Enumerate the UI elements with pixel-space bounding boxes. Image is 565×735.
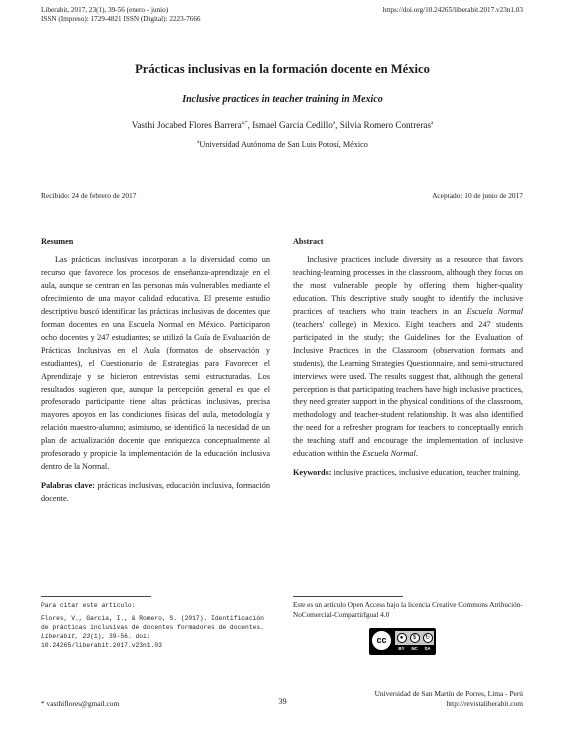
keywords [293, 467, 523, 480]
article-title: Prácticas inclusivas en la formación docente en México [135, 62, 430, 76]
abstract-heading: Abstract [293, 237, 324, 246]
author-name: Silvia Romero Contreras [339, 120, 432, 130]
sharealike-icon: ↻ [423, 633, 433, 643]
journal-volume-line: Liberabit, 2017, 23(1), 39-56 (enero - junio) [41, 6, 169, 14]
citation-block [41, 601, 273, 650]
abstract-body [293, 254, 523, 480]
citation-text: Flores, V., García, I., & Romero, S. (2017). Identificación de prácticas inclusivas de docentes formadores de docentes. Liberabit, 23(1), 39-56. doi: 10.24265/liberabit.2017.v23n1.03 [41, 615, 264, 649]
keywords-list: inclusive practices, inclusive education, teacher training. [333, 468, 521, 478]
abstract-text: Inclusive practices include diversity as a resource that favors teaching-learning processes in the classroom, although they focus on the most vulnerable people by offering them higher-quality education. This descriptive study sought to identify the inclusive practices of teachers who train teachers in an Escuela Normal (teachers' college) in Mexico. Eight teachers and 247 students participated in the study; the Guidelines for the Evaluation of Inclusive Practices in the Classroom (observation formats and students), the Learning Strategies Questionnaire, and semi-structured interviews were used. The results suggest that, although the general perception is that participating teachers have high inclusive practices, they need greater support in the physical conditions of the classroom, methodology and teacher-student relationship. It was also identified the need for a refresher program for teachers to conceptually enrich the teaching staff and encourage the implementation of inclusive education within the Escuela Normal. [293, 255, 523, 459]
keywords-label: Keywords: [293, 468, 332, 478]
doi-link[interactable]: https://doi.org/10.24265/liberabit.2017.v23n1.03 [382, 6, 523, 14]
palabras-clave [41, 480, 270, 506]
resumen-body [41, 254, 270, 506]
license-icon-labels: BY NC SA [398, 646, 431, 651]
author-list: Vasthi Jocabed Flores Barrera$^{a,*}$, Ismael García Cedillo$^a$, Silvia Romero Contreras$^a$ [131, 120, 434, 130]
affiliation: $^a$Universidad Autónoma de San Luis Potosí, México [197, 140, 368, 149]
citation-label: Para citar este artículo: [41, 602, 136, 609]
author-affiliation-mark: a [431, 121, 434, 126]
author-affiliation-mark: a [332, 121, 336, 126]
footnote-divider-right [293, 596, 403, 597]
author-affiliation-mark: a,* [241, 121, 248, 126]
accepted-date: Aceptado: 10 de junio de 2017 [432, 191, 523, 200]
received-date: Recibido: 24 de febrero de 2017 [41, 191, 137, 200]
publisher-block [375, 689, 523, 708]
resumen-text: Las prácticas inclusivas incorporan a la diversidad como un recurso que favorece los procesos de enseñanza-aprendizaje en el aula, aunque se centran en las personas más vulnerables mediante el ofrecimiento de una mayor calidad educativa. El presente estudio descriptivo buscó identificar las prácticas inclusivas de docentes que forman docentes en una Escuela Normal en México. Participaron ocho docentes y 247 estudiantes; se utilizó la Guía de Evaluación de Prácticas Inclusivas en el Aula (formatos de observación y estudiantes), el Cuestionario de Estrategias para Favorecer el Aprendizaje y se hicieron entrevistas semi estructuradas. Los resultados sugieren que, aunque la percepción general es que el profesorado participante tiene altas prácticas inclusivas, precisa mayores apoyos en las condiciones físicas del aula, metodología y relación maestro-alumno; asimismo, se identificó la necesidad de un plan de actualización docente que enriquezca conceptualmente al profesorado y propicie la implementación de la educación inclusiva dentro de la Normal. [41, 255, 270, 472]
license-icons [395, 631, 434, 645]
journal-header [41, 6, 201, 24]
resumen-heading: Resumen [41, 237, 74, 246]
issn-line: ISSN (Impreso): 1729-4821 ISSN (Digital): 2223-7666 [41, 15, 201, 24]
journal-url[interactable]: http://revistaliberabit.com [446, 698, 523, 708]
article-subtitle: Inclusive practices in teacher training in Mexico [182, 94, 383, 105]
author-name: Ismael García Cedillo [252, 120, 333, 130]
corresponding-email[interactable]: * vasthiflores@gmail.com [41, 699, 120, 708]
publisher-name: Universidad de San Martín de Porres, Lima - Perú [374, 689, 523, 698]
creative-commons-badge[interactable] [369, 628, 436, 655]
footnote-divider-left [41, 596, 151, 597]
keywords-label: Palabras clave: [41, 481, 96, 491]
license-text: Este es un artículo Open Access bajo la licencia Creative Commons Atribución-NoComercial-CompartirIgual 4.0 [293, 601, 523, 619]
keywords-list: prácticas inclusivas, educación inclusiva, formación docente. [41, 481, 271, 504]
noncommercial-icon: $ [410, 633, 420, 643]
author-name: Vasthi Jocabed Flores Barrera [131, 120, 242, 130]
cc-icon: cc [371, 630, 392, 651]
page-number: 39 [278, 697, 287, 706]
attribution-icon: ● [397, 633, 407, 643]
